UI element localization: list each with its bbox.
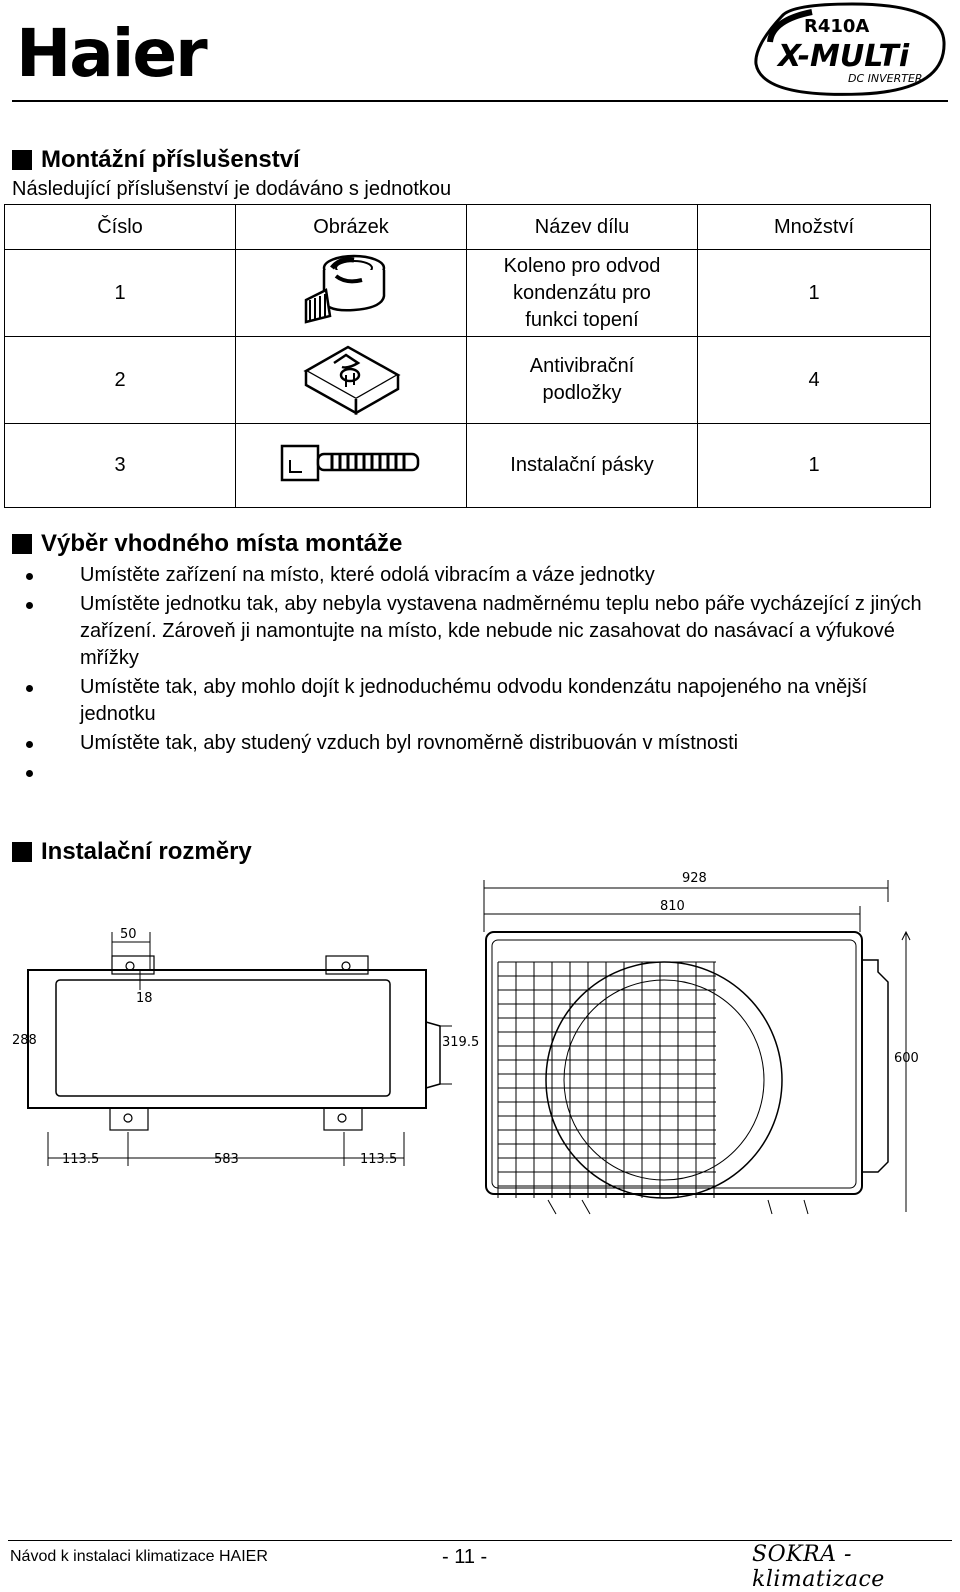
footer-page-number: - 11 - — [442, 1546, 488, 1568]
row-name-line: funkci topení — [525, 308, 639, 331]
top-view-drawing — [28, 932, 452, 1166]
header-rule — [12, 100, 948, 102]
anti-vibration-pad-icon — [296, 337, 406, 417]
square-bullet-icon — [12, 534, 32, 554]
row-image — [236, 337, 467, 424]
list-item: Umístěte zařízení na místo, které odolá vibracím a váze jednotky — [18, 562, 948, 589]
footer-document-title: Návod k instalaci klimatizace HAIER — [10, 1548, 268, 1565]
column-header: Číslo — [5, 205, 236, 250]
table-row — [5, 337, 931, 424]
section-location-title — [12, 530, 402, 558]
column-header: Množství — [698, 205, 931, 250]
footer-brand: SOKRA - klimatizace — [752, 1542, 885, 1592]
row-quantity: 4 — [698, 337, 931, 424]
row-quantity: 1 — [698, 250, 931, 337]
row-name-line: Instalační pásky — [510, 454, 654, 476]
dimension-label: 810 — [660, 899, 685, 914]
drain-elbow-icon — [296, 250, 406, 330]
table-row — [5, 424, 931, 508]
dimension-label: 319.5 — [442, 1035, 480, 1050]
table-row — [5, 250, 931, 337]
row-number: 2 — [5, 337, 236, 424]
badge-refrigerant: R410A — [804, 16, 870, 37]
dimension-label: 600 — [894, 1051, 919, 1066]
section-accessories-title-text: Montážní příslušenství — [41, 146, 300, 173]
list-item: Umístěte jednotku tak, aby nebyla vystavena nadměrnému teplu nebo páře vycházející z jiných zařízení. Zároveň ji namontujte na místo, kde nebude nic zasahovat do nasávací a výfukové mřížky — [18, 591, 948, 672]
section-location-title-text: Výběr vhodného místa montáže — [41, 530, 403, 557]
row-name-line: Koleno pro odvod — [503, 254, 661, 277]
row-quantity: 1 — [698, 424, 931, 508]
row-name-line: Antivibrační — [529, 355, 635, 377]
section-dimensions-title-text: Instalační rozměry — [41, 838, 252, 865]
badge-model: X-MULTi — [778, 39, 910, 74]
dimension-label: 18 — [136, 991, 153, 1006]
front-view-drawing — [484, 880, 910, 1214]
dimension-label: 583 — [214, 1152, 239, 1167]
haier-logo — [14, 18, 244, 88]
row-number: 1 — [5, 250, 236, 337]
column-header: Obrázek — [236, 205, 467, 250]
dimension-label: 928 — [682, 871, 707, 886]
dimension-label: 113.5 — [360, 1152, 398, 1167]
row-name-line: kondenzátu pro — [513, 281, 651, 304]
installation-dimensions-drawing — [0, 862, 960, 1222]
row-name — [467, 337, 698, 424]
dimension-label: 288 — [12, 1033, 37, 1048]
row-name — [467, 250, 698, 337]
row-number: 3 — [5, 424, 236, 508]
logo-text: Haier — [16, 18, 206, 88]
dimension-label: 113.5 — [62, 1152, 100, 1167]
list-item — [18, 759, 948, 786]
dimension-label: 50 — [120, 927, 137, 942]
x-multi-badge — [752, 2, 948, 98]
row-name-line: podložky — [542, 382, 622, 404]
section-accessories-subtitle: Následující příslušenství je dodáváno s jednotkou — [12, 178, 452, 200]
section-accessories-title — [12, 146, 300, 174]
table-header-row — [5, 205, 931, 250]
cable-tie-icon — [276, 438, 426, 488]
list-item: Umístěte tak, aby mohlo dojít k jednoduchému odvodu kondenzátu napojeného na vnější jednotku — [18, 674, 948, 728]
accessories-table — [4, 204, 931, 508]
row-image — [236, 250, 467, 337]
row-name — [467, 424, 698, 508]
row-image — [236, 424, 467, 508]
list-item: Umístěte tak, aby studený vzduch byl rovnoměrně distribuován v místnosti — [18, 730, 948, 757]
square-bullet-icon — [12, 150, 32, 170]
column-header: Název dílu — [467, 205, 698, 250]
footer-rule — [8, 1540, 952, 1541]
badge-sub: DC INVERTER — [848, 72, 923, 85]
square-bullet-icon — [12, 842, 32, 862]
location-list — [18, 562, 948, 788]
